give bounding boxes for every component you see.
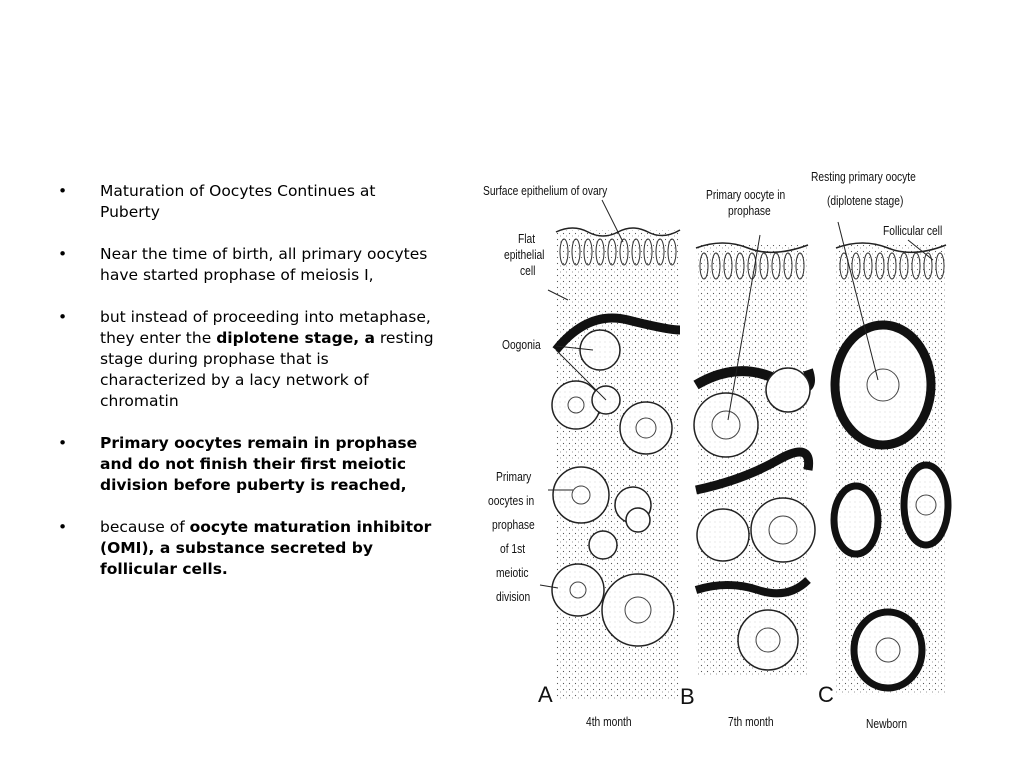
bullet-item — [58, 244, 438, 286]
bullet-text: because of — [100, 518, 190, 536]
label-primary-oocytes-line6: division — [496, 590, 531, 604]
histology-illustration — [478, 160, 958, 740]
panel-c-illustration — [834, 243, 948, 695]
bullet-item — [58, 307, 438, 412]
label-follicular-cell: Follicular cell — [883, 224, 943, 238]
label-resting-oocyte-line1: Resting primary oocyte — [811, 170, 916, 184]
label-flat-epithelial-line2: epithelial — [504, 248, 545, 262]
bullet-text: Near the time of birth, all primary oocytes have started prophase of meiosis I, — [100, 245, 428, 284]
panel-a-caption: 4th month — [586, 715, 632, 729]
oocyte-development-figure — [478, 160, 958, 740]
bullet-text: Maturation of Oocytes Continues at Puberty — [100, 182, 376, 221]
label-primary-oocyte-b-line2: prophase — [728, 204, 771, 218]
panel-c-caption: Newborn — [866, 717, 908, 731]
label-primary-oocyte-b-line1: Primary oocyte in — [706, 188, 786, 202]
bullet-item — [58, 517, 438, 580]
bullet-dot: • — [58, 434, 68, 452]
label-surface-epithelium: Surface epithelium of ovary — [483, 184, 608, 198]
label-resting-oocyte-line2: (diplotene stage) — [827, 194, 904, 208]
bullet-list — [58, 181, 438, 601]
panel-a-letter: A — [538, 682, 553, 707]
bullet-dot: • — [58, 245, 68, 263]
bullet-dot: • — [58, 308, 68, 326]
bullet-text-bold: Primary oocytes remain in prophase and do not finish their first meiotic division before puberty is reached, — [100, 434, 418, 494]
label-oogonia: Oogonia — [502, 338, 541, 352]
bullet-text: resting stage during prophase that is characterized by a lacy network of chromatin — [100, 329, 434, 410]
bullet-text-bold: diplotene stage, a — [216, 329, 375, 347]
label-primary-oocytes-line2: oocytes in — [488, 494, 535, 508]
bullet-dot: • — [58, 182, 68, 200]
panel-b-letter: B — [680, 684, 695, 709]
label-flat-epithelial-line1: Flat — [518, 232, 536, 246]
bullet-dot: • — [58, 518, 68, 536]
panel-b-caption: 7th month — [728, 715, 774, 729]
label-primary-oocytes-line1: Primary — [496, 470, 532, 484]
label-flat-epithelial-line3: cell — [520, 264, 536, 278]
panel-b-illustration — [694, 243, 815, 675]
bullet-item — [58, 181, 438, 223]
label-primary-oocytes-line4: of 1st — [500, 542, 526, 556]
label-primary-oocytes-line3: prophase — [492, 518, 535, 532]
panel-a-illustration — [552, 228, 680, 700]
bullet-text-bold: oocyte maturation inhibitor (OMI), a substance secreted by follicular cells. — [100, 518, 432, 578]
bullet-item — [58, 433, 438, 496]
panel-c-letter: C — [818, 682, 834, 707]
bullet-text: but instead of proceeding into metaphase, they enter the — [100, 308, 431, 347]
label-primary-oocytes-line5: meiotic — [496, 566, 529, 580]
